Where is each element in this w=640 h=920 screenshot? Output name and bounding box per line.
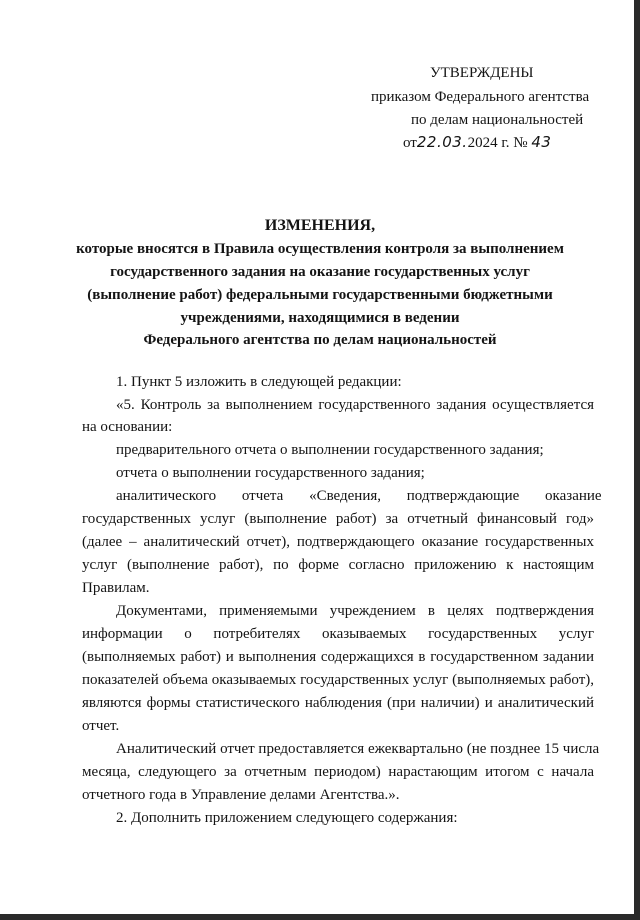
approval-line-2: по делам национальностей <box>411 112 584 128</box>
body-line-4: предварительного отчета о выполнении государственного задания; <box>116 442 544 458</box>
body-line-20: 2. Дополнить приложением следующего содержания: <box>116 810 458 826</box>
body-line-12: информации о потребителях оказываемых государственных услуг <box>82 626 594 642</box>
body-line-15: являются формы статистического наблюдения (при наличии) и аналитический <box>82 695 594 711</box>
scan-edge-right <box>634 0 640 920</box>
approval-number-handwritten: 43 <box>531 133 552 151</box>
body-line-13: (выполняемых работ) и выполнения содержащихся в государственном задании <box>82 649 594 665</box>
body-line-3: на основании: <box>82 419 173 435</box>
approval-date-prefix: от <box>403 135 417 151</box>
body-line-2: «5. Контроль за выполнением государственного задания осуществляется <box>116 397 594 413</box>
body-line-11: Документами, применяемыми учреждением в целях подтверждения <box>116 603 594 619</box>
body-line-18: месяца, следующего за отчетным периодом) нарастающим итогом с начала <box>82 764 594 780</box>
document-title: ИЗМЕНЕНИЯ, <box>264 217 376 234</box>
body-line-19: отчетного года в Управление делами Агентства.». <box>82 787 400 803</box>
body-line-14: показателей объема оказываемых государственных услуг (выполняемых работ), <box>82 672 594 688</box>
approval-date-year: 2024 г. № <box>467 135 528 151</box>
body-line-17: Аналитический отчет предоставляется ежеквартально (не позднее 15 числа <box>116 741 600 757</box>
scan-edge-bottom <box>0 914 640 920</box>
body-line-5: отчета о выполнении государственного задания; <box>116 465 425 481</box>
approval-date-handwritten: 22.03. <box>416 133 468 151</box>
heading-line-3: (выполнение работ) федеральными государственными бюджетными <box>87 287 553 303</box>
approval-title: УТВЕРЖДЕНЫ <box>430 65 534 81</box>
body-line-1: 1. Пункт 5 изложить в следующей редакции: <box>116 374 402 390</box>
body-line-8: (далее – аналитический отчет), подтверждающего оказание государственных <box>82 534 594 550</box>
approval-line-1: приказом Федерального агентства <box>371 89 590 105</box>
body-line-10: Правилам. <box>82 580 150 596</box>
heading-line-4: учреждениями, находящимися в ведении <box>180 310 460 326</box>
body-line-7: государственных услуг (выполнение работ) за отчетный финансовый год» <box>82 511 594 527</box>
heading-line-1: которые вносятся в Правила осуществления контроля за выполнением <box>76 241 564 257</box>
body-line-9: услуг (выполнение работ), по форме согласно приложению к настоящим <box>82 557 594 573</box>
approval-date-line <box>403 131 551 154</box>
heading-line-2: государственного задания на оказание государственных услуг <box>110 264 530 280</box>
body-line-6: аналитического отчета «Сведения, подтверждающие оказание <box>116 488 602 504</box>
body-line-16: отчет. <box>82 718 120 734</box>
heading-line-5: Федерального агентства по делам национальностей <box>143 332 497 348</box>
